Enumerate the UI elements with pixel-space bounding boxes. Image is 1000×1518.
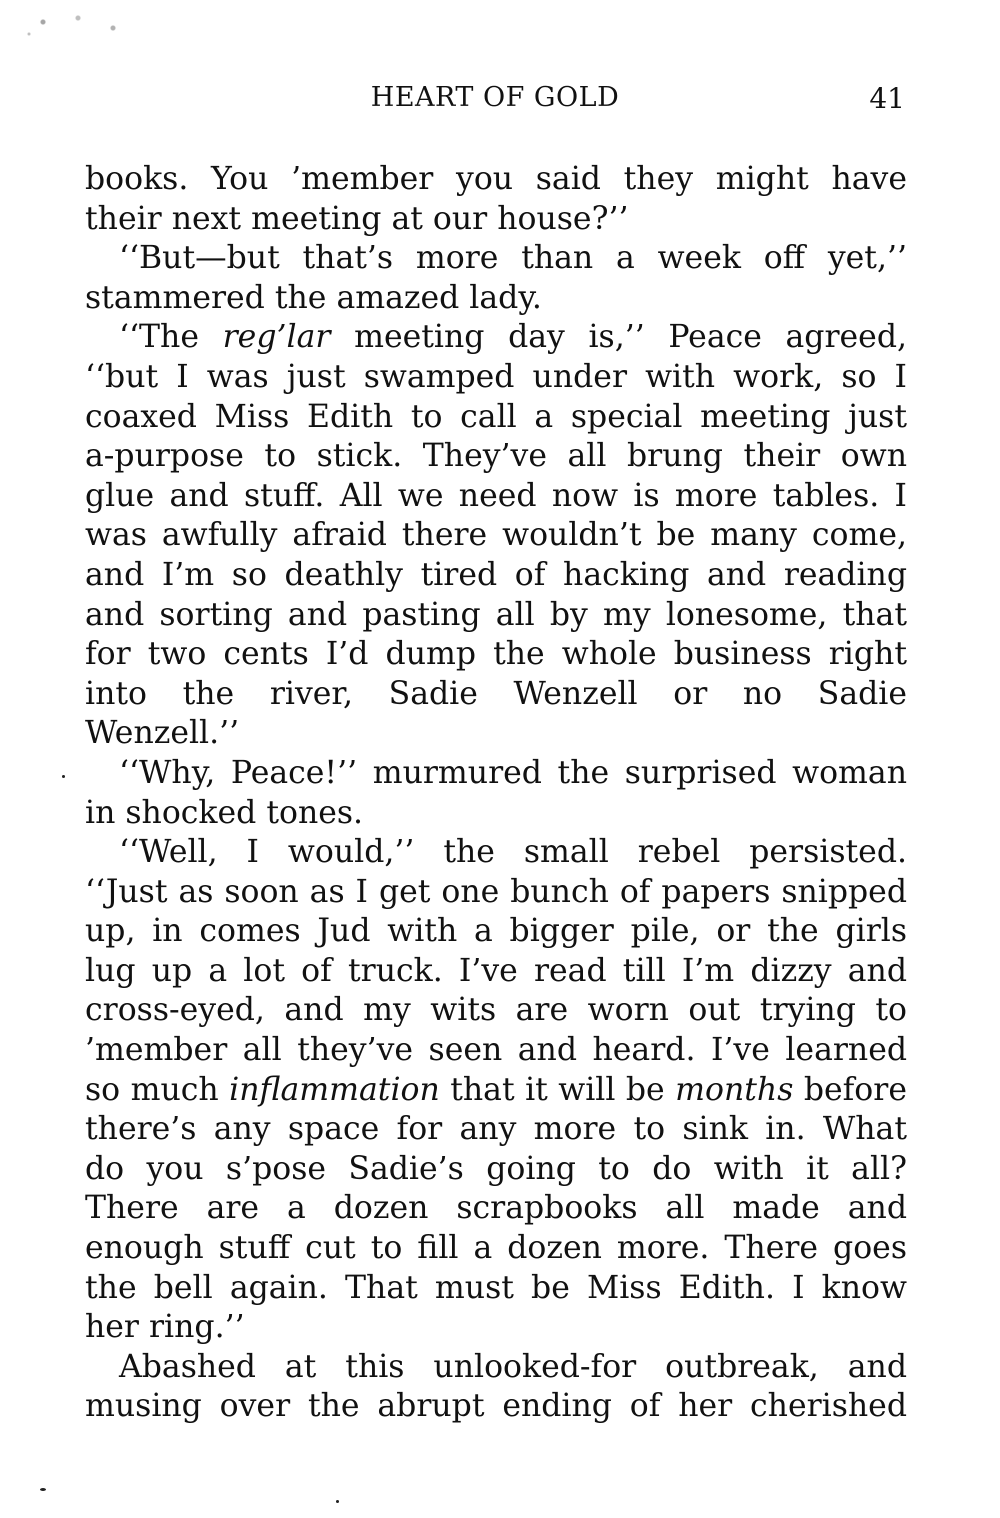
ink-speck [40,1488,46,1491]
text-line: the bell again. That must be Miss Edith. I know [85,1269,907,1306]
text-line: There are a dozen scrapbooks all made and [85,1190,907,1227]
text-line: their next meeting at our house?’’ [85,200,629,237]
text-line: a-purpose to stick. They’ve all brung their own [85,438,907,475]
page-scuff-marks [15,6,155,46]
text-line: Abashed at this unlooked-for outbreak, and [119,1348,907,1385]
ink-speck [336,1500,339,1503]
text-line: in shocked tones. [85,794,364,831]
text-line: her ring.’’ [85,1309,245,1346]
text-line: and sorting and pasting all by my lonesome, that [85,596,907,633]
text-line: ‘‘The reg’lar meeting day is,’’ Peace agreed, [119,319,907,356]
text-line: ’member all they’ve seen and heard. I’ve learned [85,1032,907,1069]
text-line: cross-eyed, and my wits are worn out trying to [85,992,907,1029]
ink-speck [62,775,65,778]
text-line: coaxed Miss Edith to call a special meeting just [85,398,907,435]
text-line: was awfully afraid there wouldn’t be many come, [85,517,907,554]
text-line: into the river, Sadie Wenzell or no Sadie [85,675,907,712]
body-text [85,160,907,1427]
text-line: ‘‘Why, Peace!’’ murmured the surprised woman [119,754,907,791]
page-header [85,82,905,122]
text-line: Wenzell.’’ [85,715,240,752]
text-line: ‘‘Just as soon as I get one bunch of papers snipped [85,873,907,910]
text-line: lug up a lot of truck. I’ve read till I’m dizzy and [85,952,907,989]
running-head: HEART OF GOLD [370,82,620,113]
text-line: stammered the amazed lady. [85,279,542,316]
text-line: so much inflammation that it will be months before [85,1071,907,1108]
text-line: do you s’pose Sadie’s going to do with it all? [85,1150,907,1187]
text-line: ‘‘Well, I would,’’ the small rebel persisted. [119,834,907,871]
text-line: ‘‘but I was just swamped under with work, so I [85,358,907,395]
text-line: musing over the abrupt ending of her cherished [85,1388,907,1425]
text-line: there’s any space for any more to sink in. What [85,1111,907,1148]
page-number: 41 [869,82,905,115]
text-line: up, in comes Jud with a bigger pile, or the girls [85,913,907,950]
text-line: enough stuff cut to fill a dozen more. There goes [85,1230,907,1267]
text-line: books. You ’member you said they might have [85,161,907,197]
text-line: ‘‘But—but that’s more than a week off yet,’’ [119,240,907,277]
text-line: and I’m so deathly tired of hacking and reading [85,556,907,593]
text-line: glue and stuff. All we need now is more tables. I [85,477,907,514]
text-line: for two cents I’d dump the whole business right [85,636,907,673]
